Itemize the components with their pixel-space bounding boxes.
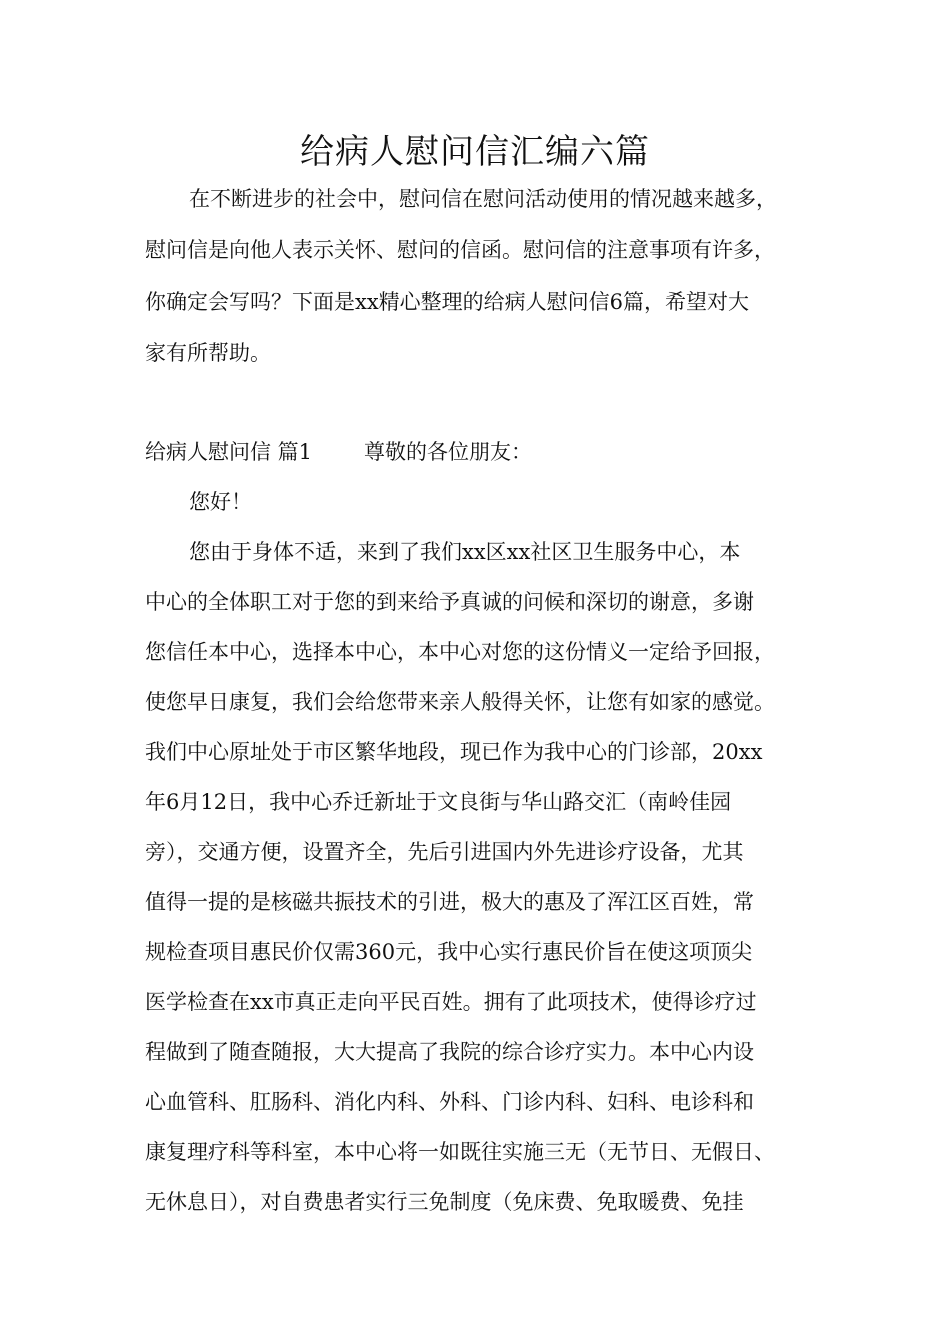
intro-line: 家有所帮助。: [145, 341, 271, 365]
body-line: 康复理疗科等科室，本中心将一如既往实施三无（无节日、无假日、: [145, 1140, 775, 1164]
intro-line: 在不断进步的社会中，慰问信在慰问活动使用的情况越来越多，: [189, 187, 777, 211]
body-line: 您信任本中心，选择本中心，本中心对您的这份情义一定给予回报，: [145, 640, 775, 664]
body-line: 我们中心原址处于市区繁华地段，现已作为我中心的门诊部，20xx: [145, 740, 763, 764]
body-line: 程做到了随查随报，大大提高了我院的综合诊疗实力。本中心内设: [145, 1040, 754, 1064]
letter-salutation: 尊敬的各位朋友：: [364, 440, 533, 464]
intro-line: 你确定会写吗？下面是xx精心整理的给病人慰问信6篇，希望对大: [145, 290, 750, 314]
intro-line: 慰问信是向他人表示关怀、慰问的信函。慰问信的注意事项有许多，: [145, 238, 775, 262]
letter-greeting: 您好！: [189, 490, 252, 514]
letter-heading: 给病人慰问信 篇1: [145, 440, 313, 464]
body-line: 旁），交通方便，设置齐全，先后引进国内外先进诊疗设备，尤其: [145, 840, 744, 864]
body-line: 使您早日康复，我们会给您带来亲人般得关怀，让您有如家的感觉。: [145, 690, 775, 714]
body-line: 中心的全体职工对于您的到来给予真诚的问候和深切的谢意，多谢: [145, 590, 754, 614]
body-line: 年6月12日，我中心乔迁新址于文良街与华山路交汇（南岭佳园: [145, 790, 732, 814]
body-line: 医学检查在xx市真正走向平民百姓。拥有了此项技术，使得诊疗过: [145, 990, 757, 1014]
body-line: 规检查项目惠民价仅需360元，我中心实行惠民价旨在使这项顶尖: [145, 940, 753, 964]
document-title: 给病人慰问信汇编六篇: [300, 132, 650, 172]
body-line: 您由于身体不适，来到了我们xx区xx社区卫生服务中心，本: [189, 540, 741, 564]
letter-heading-row: [145, 436, 835, 468]
body-line: 心血管科、肛肠科、消化内科、外科、门诊内科、妇科、电诊科和: [145, 1090, 754, 1114]
body-line: 值得一提的是核磁共振技术的引进，极大的惠及了浑江区百姓，常: [145, 890, 754, 914]
body-line: 无休息日），对自费患者实行三免制度（免床费、免取暖费、免挂: [145, 1190, 744, 1214]
